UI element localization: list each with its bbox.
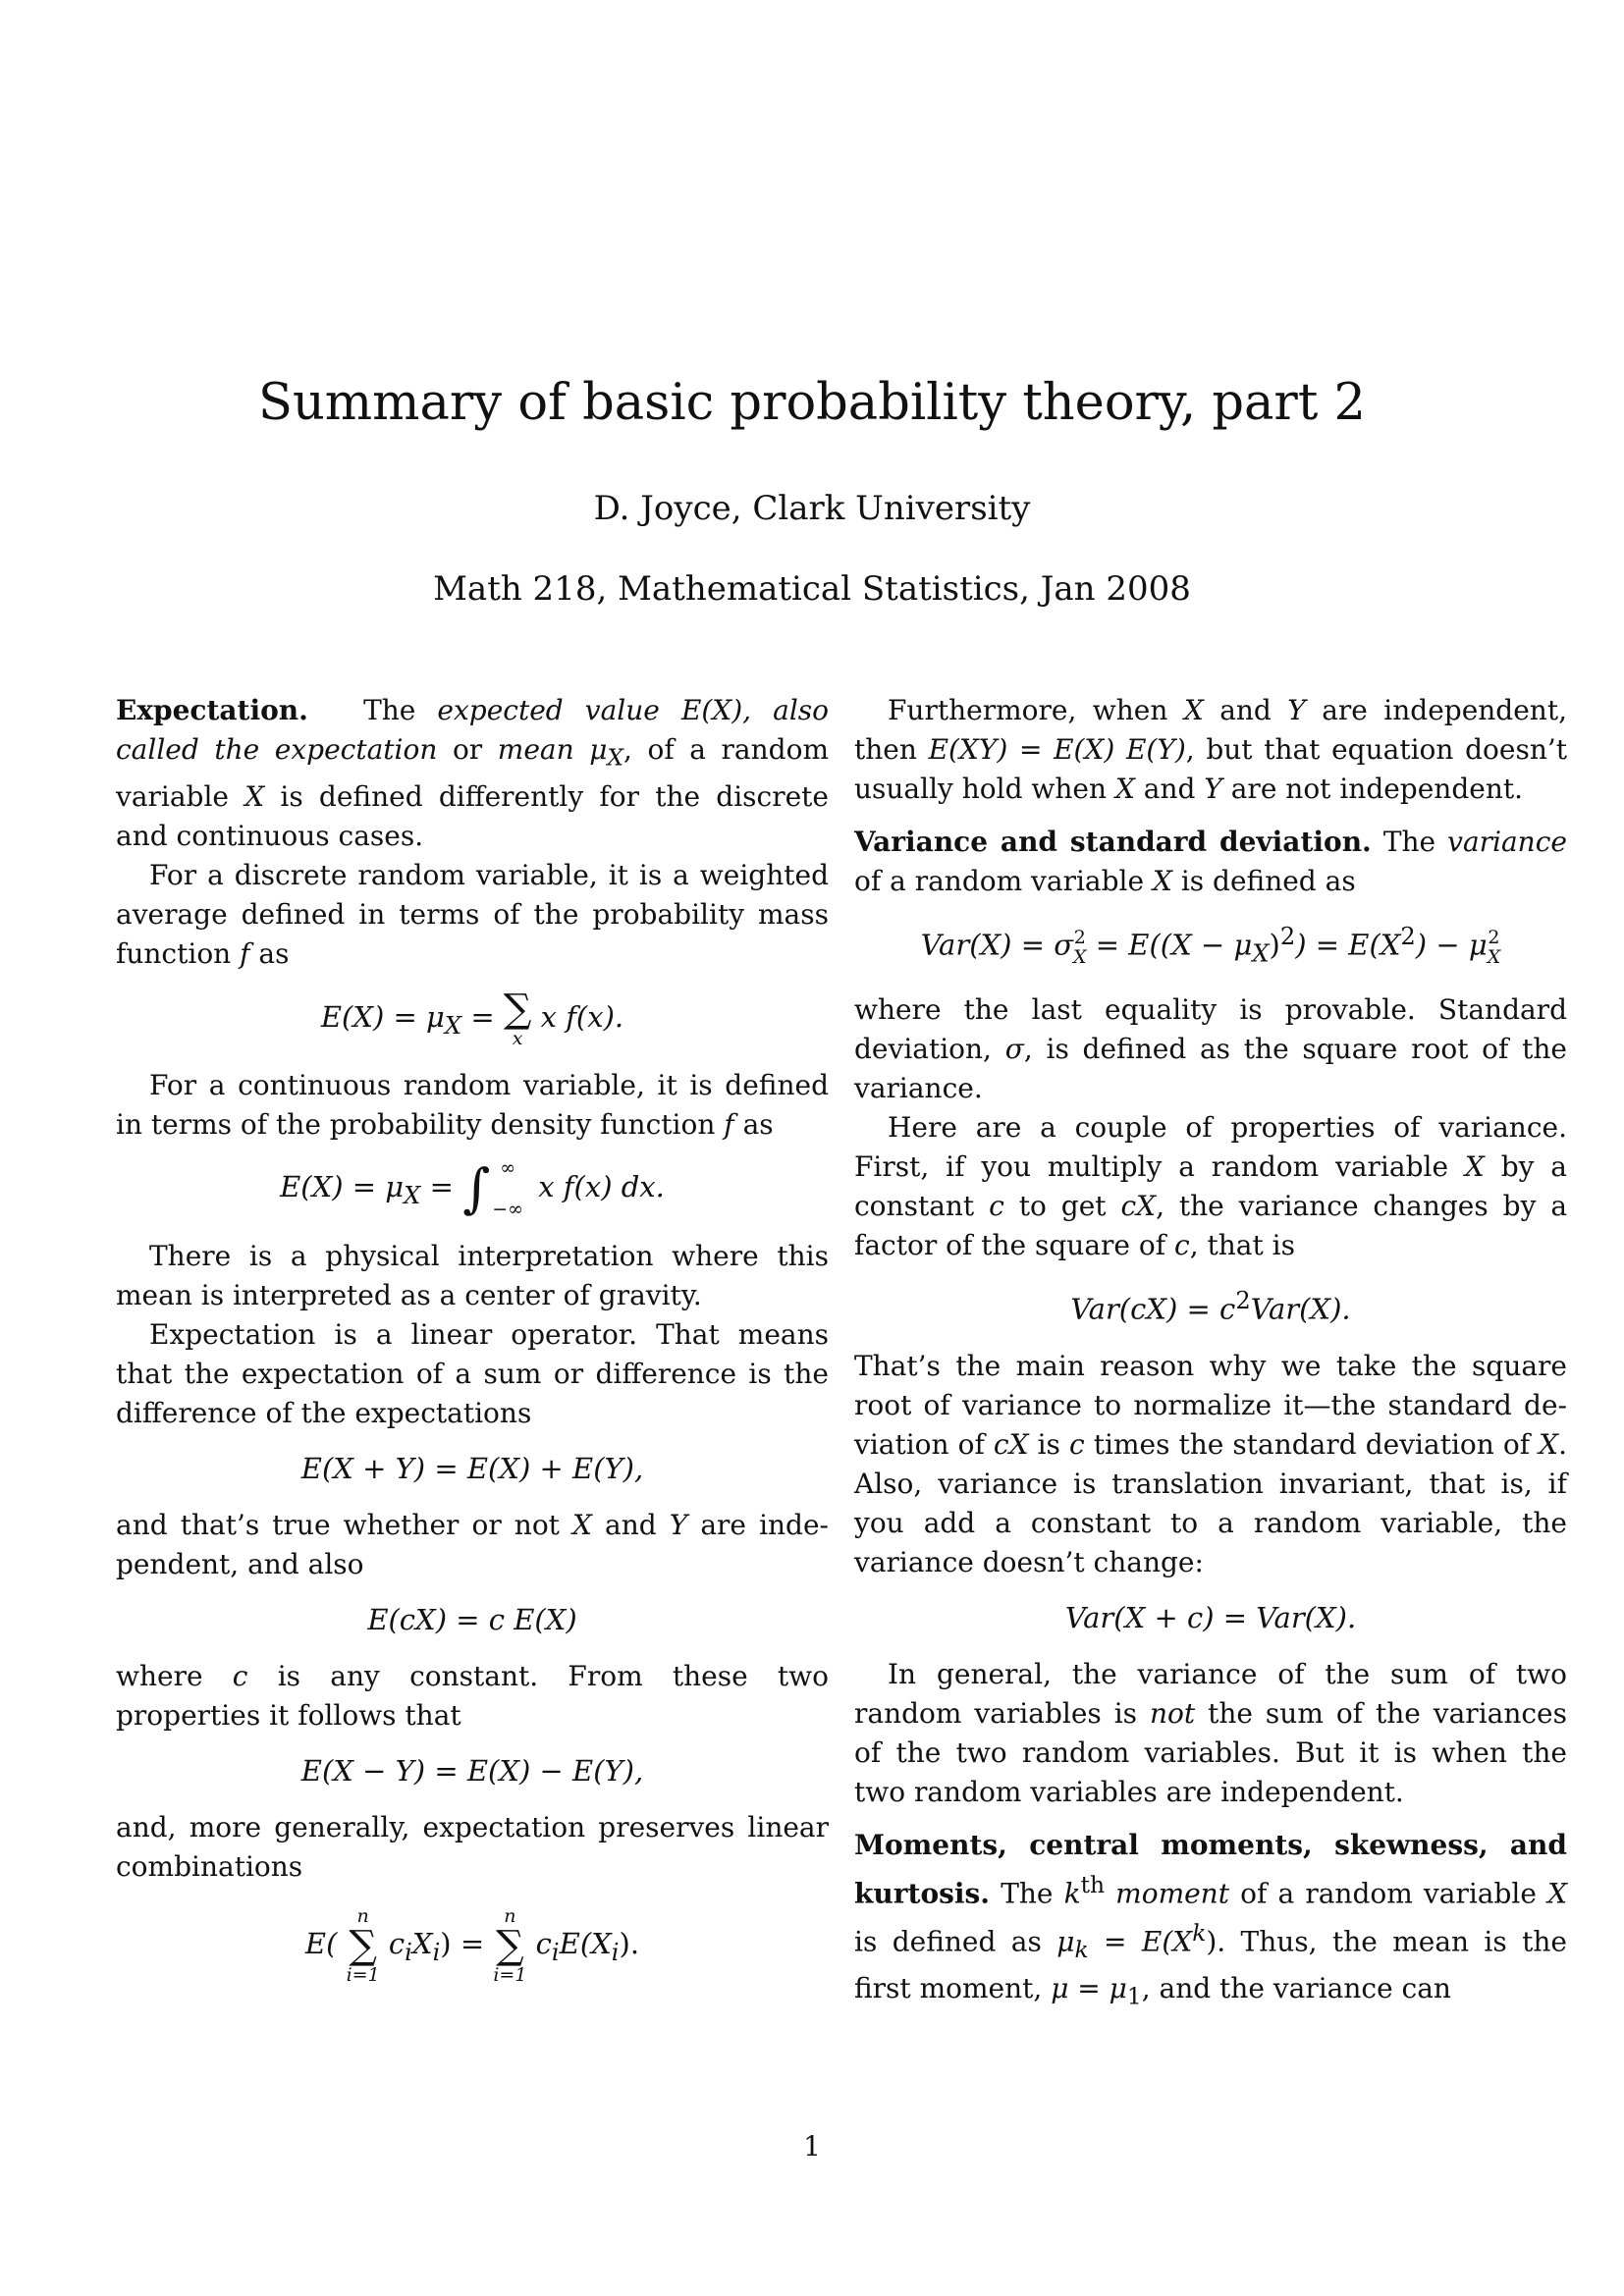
page-number: 1	[803, 2130, 821, 2163]
summation-symbol	[503, 986, 532, 1049]
equation-text: E(X + Y) = E(X) + E(Y),	[300, 1451, 644, 1485]
right-column	[854, 691, 1567, 2016]
equation-superscript: 2	[1279, 923, 1296, 950]
variance-paragraph	[854, 823, 1567, 901]
math-symbol: σ	[1004, 1033, 1024, 1066]
math-text: = E(X	[1104, 1925, 1193, 1958]
text: are independent, and also	[116, 1508, 830, 1580]
equation-variance-scaling	[854, 1281, 1567, 1329]
text: Furthermore, when	[888, 694, 1168, 726]
equation-discrete-expectation	[116, 986, 829, 1049]
document-title: Summary of basic probability theory, part 2	[258, 374, 1366, 432]
math-symbol: X	[244, 779, 265, 813]
text: , of a random variable	[116, 733, 829, 813]
text: The	[1001, 1877, 1054, 1910]
math-symbol: Y	[1287, 694, 1306, 726]
text: are not independent.	[1230, 773, 1524, 805]
text: by a constant	[854, 1150, 1567, 1223]
constant-paragraph	[116, 1657, 829, 1735]
equation-text: E(	[304, 1926, 338, 1960]
normalize-paragraph	[854, 1347, 1567, 1582]
section-heading-moments: Moments, central moments, skewness, and kurtosis.	[854, 1829, 1567, 1910]
equation-text: ) = E(X	[1295, 928, 1401, 962]
text: ). Thus, the mean is the first moment,	[854, 1925, 1568, 2005]
text: , but that equation doesn’t usually hold when	[854, 733, 1568, 805]
math-symbol: μ	[589, 733, 608, 766]
equation-translation-invariance	[854, 1598, 1567, 1637]
emphasis: not	[1150, 1697, 1196, 1731]
text: is	[1037, 1428, 1060, 1462]
sum-lower-limit: x	[512, 1027, 523, 1049]
equation-subscript: i	[432, 1938, 441, 1966]
equation-text: ) − μ	[1415, 928, 1488, 962]
equation-subscript: i	[611, 1938, 620, 1966]
subscript: 1	[1126, 1982, 1142, 2010]
section-heading-variance: Variance and standard deviation.	[854, 826, 1372, 858]
equation-subscript: X	[1252, 939, 1270, 968]
equation-subscript: X	[404, 1181, 421, 1209]
equation-text: E(X	[559, 1926, 612, 1960]
equation-continuous-expectation	[116, 1158, 829, 1219]
equation-subscript: X	[444, 1011, 462, 1040]
emphasis: variance	[1447, 826, 1567, 858]
equation-superscript: 2	[1235, 1287, 1251, 1315]
text: For a discrete random variable, it is a weighted average defined in terms of the probability mass function	[116, 858, 829, 970]
linear-combination-paragraph: and, more generally, expectation preserves linear combinations	[116, 1810, 829, 1883]
text: is defined differently for the discrete and continuous cases.	[116, 779, 829, 852]
equation-text: Var(X).	[1250, 1293, 1351, 1327]
integral-sign: ∫	[462, 1156, 491, 1219]
math-symbol: c	[1068, 1428, 1085, 1462]
text: is defined as	[854, 1925, 1042, 1958]
text: or	[452, 733, 483, 766]
text: For a continuous random variable, it is defined in terms of the probability density function	[116, 1068, 829, 1141]
text: as	[258, 936, 290, 970]
independence-paragraph	[116, 1506, 829, 1584]
text: The	[1382, 826, 1436, 858]
text: is defined as	[1180, 865, 1356, 897]
gravity-paragraph: There is a physical interpretation where this mean is interpreted as a center of gravity.	[116, 1239, 829, 1311]
emphasis: expectation	[274, 733, 438, 766]
text: Here are a couple of properties of variance. First, if you multiply a random variable	[854, 1111, 1567, 1184]
math-symbol: X	[1152, 865, 1172, 897]
linear-operator-paragraph: Expectation is a linear operator. That means that the expectation of a sum or difference is the difference of the expectations	[116, 1317, 829, 1429]
math-symbol: cX	[993, 1428, 1029, 1462]
text: , is defined as the square root of the variance.	[854, 1033, 1567, 1105]
summation-symbol	[347, 1906, 380, 1985]
text: That’s the main reason why we take the square root of variance to normalize it—the standard deviation of	[854, 1350, 1567, 1462]
math-symbol: X	[1114, 773, 1135, 805]
equation-text: E(X − Y) = E(X) − E(Y),	[300, 1753, 644, 1788]
equation-superscript: 2	[1488, 926, 1500, 948]
equation-text: = E((X − μ	[1095, 928, 1253, 962]
sum-variance-paragraph	[854, 1655, 1567, 1812]
expectation-paragraph	[116, 691, 829, 856]
equation-linear-combination	[116, 1906, 829, 1985]
integral-upper-limit: ∞	[500, 1156, 516, 1179]
math-symbol: c	[232, 1659, 248, 1692]
sum-lower-limit: i=1	[346, 1963, 380, 1986]
math-symbol: X	[1464, 1150, 1485, 1184]
math-symbol: cX	[1120, 1190, 1157, 1223]
math-symbol: k	[1063, 1877, 1081, 1910]
math-symbol: f	[240, 936, 250, 970]
section-heading-expectation: Expectation.	[116, 694, 308, 726]
equation-text: Var(X) = σ	[920, 928, 1074, 962]
integral-symbol	[462, 1158, 529, 1219]
equation-text: )	[1269, 928, 1280, 962]
math-symbol: Y	[1204, 773, 1222, 805]
text: The	[363, 694, 416, 726]
variance-properties-paragraph	[854, 1108, 1567, 1265]
document-course: Math 218, Mathematical Statistics, Jan 2008	[433, 569, 1191, 609]
text: of a random variable	[854, 865, 1145, 897]
text: times the standard deviation of	[1093, 1428, 1531, 1462]
math-subscript: X	[607, 743, 624, 772]
equation-subscript: i	[551, 1938, 560, 1966]
equation-superscript: 2	[1400, 923, 1416, 950]
summation-symbol	[493, 1906, 526, 1985]
equation-scalar-expectation	[116, 1600, 829, 1639]
math-symbol: X	[572, 1508, 592, 1541]
emphasis: mean	[497, 733, 574, 766]
standard-deviation-paragraph	[854, 990, 1567, 1108]
math-symbol: Y	[669, 1508, 688, 1541]
text: are independent, then	[854, 694, 1567, 766]
continuous-paragraph	[116, 1066, 829, 1145]
equation-variance	[854, 917, 1567, 973]
equation-difference-expectation	[116, 1751, 829, 1790]
text: of a random variable	[1240, 1877, 1537, 1910]
text: , that is	[1189, 1229, 1295, 1262]
text: . Also, variance is translation invariant, that is, if you add a constant to a random variable, the variance doesn’t change:	[854, 1428, 1567, 1579]
math-symbol: f	[724, 1107, 734, 1141]
equation-text: X	[411, 1926, 433, 1960]
text: , and the variance can	[1141, 1972, 1451, 2005]
sum-lower-limit: i=1	[493, 1963, 527, 1986]
equation-text: E(cX) = c E(X)	[367, 1602, 577, 1636]
document-author: D. Joyce, Clark University	[593, 489, 1031, 528]
equation-superscript: 2	[1073, 926, 1086, 948]
sum-sign: ∑	[496, 1922, 524, 1968]
equation-subscript: X	[1487, 945, 1501, 968]
left-column	[116, 691, 829, 2014]
equation-text: c	[535, 1926, 552, 1960]
math-symbol: X	[1547, 1877, 1568, 1910]
sum-upper-limit: n	[356, 1904, 369, 1927]
text: is any constant. From these two properties it follows that	[116, 1659, 829, 1732]
equation-text: =	[470, 999, 495, 1034]
math-symbol: μ	[1056, 1925, 1075, 1958]
text: and	[1143, 773, 1196, 805]
sum-sign: ∑	[503, 986, 532, 1032]
text: where the last equality is provable. Standard deviation,	[854, 993, 1567, 1066]
text: as	[742, 1107, 774, 1141]
text: and	[605, 1508, 657, 1541]
math-symbol: c	[989, 1190, 1004, 1223]
equation-text: E(X) = μ	[320, 999, 445, 1034]
equation-text: E(X) = μ	[280, 1169, 405, 1203]
math-symbol: X	[1539, 1428, 1559, 1462]
equation-text: c	[388, 1926, 406, 1960]
equation-text: x f(x) dx.	[538, 1169, 665, 1203]
superscript: th	[1080, 1871, 1105, 1899]
text: and that’s true whether or not	[116, 1508, 560, 1541]
sum-upper-limit: n	[504, 1904, 516, 1927]
math-text: E(X), also called the	[116, 694, 830, 766]
discrete-paragraph	[116, 856, 829, 974]
emphasis: moment	[1115, 1877, 1229, 1910]
independence-product-paragraph	[854, 691, 1567, 809]
text: where	[116, 1659, 203, 1692]
text: , the variance changes by a factor of the square of	[854, 1190, 1568, 1262]
equation-text: ).	[619, 1926, 640, 1960]
equation-text: ) =	[440, 1926, 485, 1960]
emphasis: expected value	[437, 694, 660, 726]
equation-subscript: i	[405, 1938, 412, 1966]
text: In general, the variance of the sum of two random variables is	[854, 1658, 1567, 1731]
moments-paragraph	[854, 1826, 1567, 2016]
math-text: μ = μ	[1051, 1972, 1127, 2005]
equation-sum-expectation	[116, 1449, 829, 1488]
math-text: E(XY) = E(X) E(Y)	[928, 733, 1186, 766]
equation-text: =	[429, 1169, 454, 1203]
integral-lower-limit: −∞	[492, 1198, 523, 1220]
text: to get	[1018, 1190, 1107, 1223]
equation-subscript: X	[1073, 945, 1087, 968]
math-symbol: X	[1183, 694, 1204, 726]
subscript: k	[1074, 1936, 1089, 1964]
superscript: k	[1192, 1919, 1207, 1948]
equation-text: Var(X + c) = Var(X).	[1064, 1601, 1357, 1635]
sum-sign: ∑	[349, 1922, 377, 1968]
text: and	[1219, 694, 1272, 726]
equation-text: Var(cX) = c	[1070, 1293, 1236, 1327]
math-symbol: c	[1174, 1229, 1190, 1262]
equation-text: x f(x).	[540, 999, 624, 1034]
text: the sum of the variances of the two random variables. But it is when the two random variables are independent.	[854, 1697, 1567, 1809]
